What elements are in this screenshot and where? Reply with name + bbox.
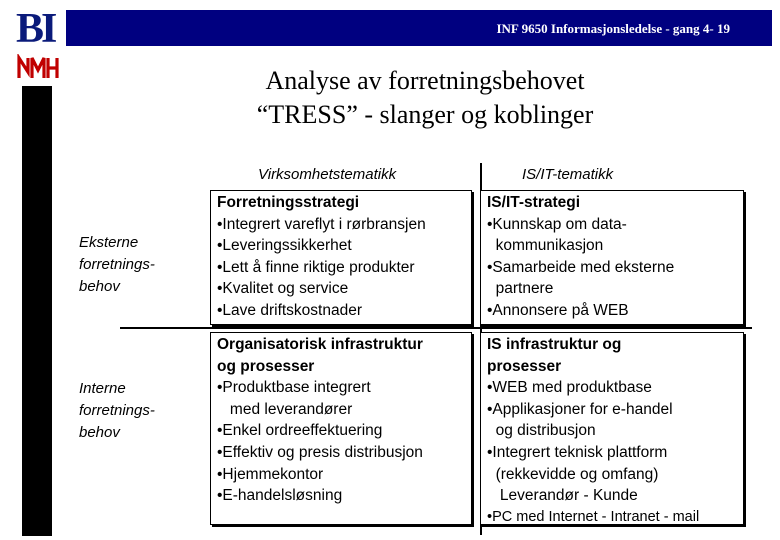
row-label-line: behov (79, 424, 120, 441)
list-item: •Lett å finne riktige produkter (217, 258, 415, 276)
bi-logo: BI (16, 6, 55, 52)
list-item: •Hjemmekontor (217, 465, 324, 483)
list-item: •E-handelsløsning (217, 487, 343, 505)
list-item: med leverandører (217, 400, 353, 418)
list-item: •Enkel ordreeffektuering (217, 422, 383, 440)
list-item: •Annonsere på WEB (487, 301, 629, 319)
cell-isit-strategy (480, 190, 744, 325)
cell-heading: og prosesser (217, 357, 315, 375)
list-item: og distribusjon (487, 422, 596, 440)
list-item: •Integrert vareflyt i rørbransjen (217, 215, 426, 233)
list-item: •Effektiv og presis distribusjon (217, 443, 423, 461)
course-header: INF 9650 Informasjonsledelse - gang 4- 19 (496, 21, 730, 36)
list-item: •Produktbase integrert (217, 379, 371, 397)
column-heading-isit: IS/IT-tematikk (522, 166, 614, 183)
list-item: •PC med Internet - Intranet - mail (487, 508, 700, 525)
row-label-line: forretnings- (79, 256, 155, 273)
list-item: •Applikasjoner for e-handel (487, 400, 673, 418)
title-line-1: Analyse av forretningsbehovet (265, 66, 585, 95)
cell-heading: Organisatorisk infrastruktur (217, 336, 423, 353)
list-item: (rekkevidde og omfang) (487, 465, 659, 483)
list-item: •Samarbeide med eksterne (487, 258, 675, 276)
column-heading-business: Virksomhetstematikk (258, 166, 397, 183)
list-item: kommunikasjon (487, 237, 604, 255)
nmh-logo-text: NMH (38, 68, 41, 69)
cell-heading: IS/IT-strategi (487, 194, 581, 211)
cell-organizational-infrastructure (210, 332, 472, 525)
list-item: •Kunnskap om data- (487, 215, 627, 233)
row-label-line: Interne (79, 380, 126, 397)
cell-heading: prosesser (487, 357, 562, 375)
list-item: •Integrert teknisk plattform (487, 443, 668, 461)
cell-heading: IS infrastruktur og (487, 336, 622, 353)
row-label-internal (79, 378, 155, 444)
list-item: •Lave driftskostnader (217, 301, 363, 319)
row-label-line: forretnings- (79, 402, 155, 419)
horizontal-divider (120, 327, 752, 329)
slide-title (200, 64, 650, 132)
cell-business-strategy (210, 190, 472, 325)
row-label-external (79, 232, 155, 298)
cell-is-infrastructure (480, 332, 744, 525)
row-label-line: behov (79, 278, 120, 295)
title-line-2: “TRESS” - slanger og koblinger (256, 100, 594, 129)
cell-heading: Forretningsstrategi (217, 194, 360, 211)
list-item: •Kvalitet og service (217, 280, 349, 298)
nmh-logo (16, 54, 60, 80)
left-decorative-bar (22, 86, 52, 536)
list-item: •Leveringssikkerhet (217, 237, 352, 255)
header-band (66, 10, 772, 46)
list-item: Leverandør - Kunde (487, 487, 638, 505)
list-item: partnere (487, 280, 554, 298)
list-item: •WEB med produktbase (487, 379, 652, 397)
row-label-line: Eksterne (79, 234, 139, 251)
